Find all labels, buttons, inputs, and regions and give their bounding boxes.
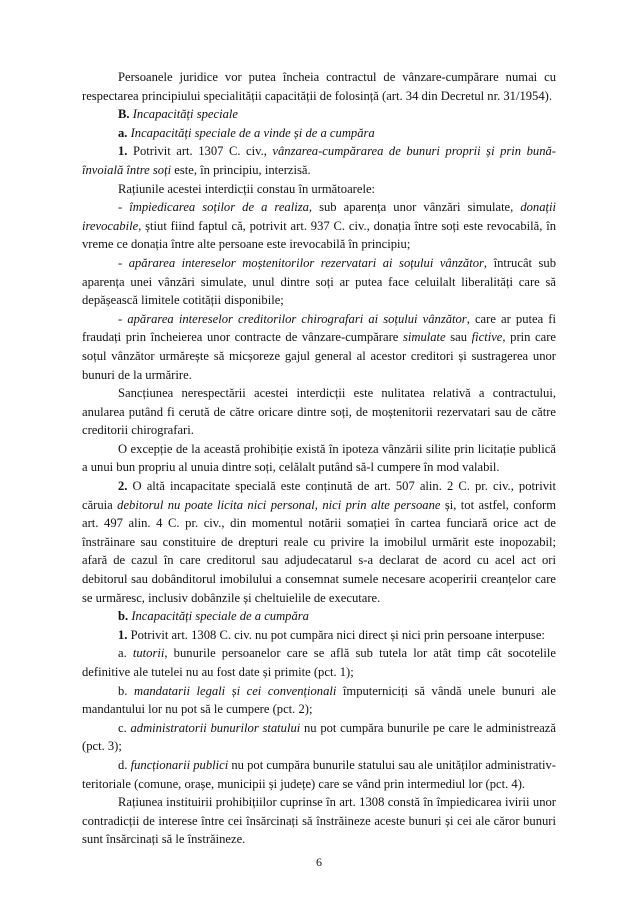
paragraph <box>82 254 556 310</box>
text-run: sau <box>445 330 472 345</box>
bold-text: b. <box>118 609 132 624</box>
text-run: prin care soțul vânzător urmărește să micșoreze gajul general al acestor creditori și sustragerea unor bunuri de la urmărire. <box>82 330 556 382</box>
document-page <box>82 68 556 849</box>
bold-text: B. <box>118 107 133 122</box>
text-run: este, în principiu, interzisă. <box>171 162 311 177</box>
paragraph <box>82 142 556 179</box>
paragraph <box>82 607 556 626</box>
paragraph <box>82 68 556 105</box>
text-run: Persoanele juridice vor putea încheia contractul de vânzare-cumpărare numai cu respectarea principiului specialității capacității de folosință (art. 34 din Decretul nr. 31/1954). <box>82 70 556 103</box>
paragraph <box>82 644 556 681</box>
paragraph <box>82 719 556 756</box>
italic-text: mandatarii legali și cei convenționali <box>133 683 337 698</box>
paragraph <box>82 477 556 607</box>
bold-text: a. <box>118 125 131 140</box>
bold-text: 2. <box>118 479 133 494</box>
bold-text: 1. <box>118 627 131 642</box>
italic-text: apărarea intereselor creditorilor chirografari ai soțului vânzător <box>127 311 467 326</box>
paragraph <box>82 793 556 849</box>
text-run: împuterniciți să vândă unele bunuri ale mandantului lor nu pot să le cumpere (pct. 2); <box>82 683 557 717</box>
text-run: d. <box>118 757 131 772</box>
text-run: Potrivit art. 1308 C. civ. nu pot cumpăra nici direct și nici prin persoane interpuse: <box>130 627 545 642</box>
paragraph <box>82 105 556 124</box>
italic-text: vânzarea-cumpărarea de bunuri proprii și prin bună-învoială între soți <box>82 144 556 177</box>
text-run: - <box>118 255 129 270</box>
italic-text: simulate <box>402 330 446 345</box>
text-run: , întrucât sub aparența unei vânzări simulate, unul dintre soți ar putea face celuilalt liberalități care să depășească limitele cotității disponibile; <box>82 255 557 308</box>
italic-text: împiedicarea soților de a realiza <box>129 200 309 215</box>
italic-text: donații irevocabile <box>82 200 557 233</box>
text-run: nu pot cumpăra bunurile statului sau ale unităților administrativ-teritoriale (comune, orașe, municipii și județe) care se vând prin intermediul lor (pct. 4). <box>82 757 556 791</box>
italic-text: Incapacități speciale de a cumpăra <box>131 609 309 624</box>
text-run: O excepție de la această prohibiție există în ipoteza vânzării silite prin licitație publică a unui bun propriu al unuia dintre soți, celălalt putând să-l cumpere în mod valabil. <box>82 441 556 475</box>
paragraph <box>82 756 556 793</box>
italic-text: Incapacități speciale <box>132 107 238 122</box>
text-run: Rațiunea instituirii prohibițiilor cuprinse în art. 1308 constă în împiedicarea ivirii unor contradicții de interese între cei însărcinați să înstrăineze aceste bunuri și cei ale căror bunuri sunt însărcinați să le înstrăineze. <box>82 795 556 847</box>
page-number: 6 <box>316 855 322 869</box>
text-run: O altă incapacitate specială este conținută de art. 507 alin. 2 C. pr. civ., potrivit căruia <box>82 479 557 512</box>
bold-text: 1. <box>118 144 133 159</box>
text-run: , știut fiind faptul că, potrivit art. 937 C. civ., donația între soți este revocabilă, în vreme ce donația între alte persoane este irevocabilă în principiu; <box>82 218 556 252</box>
text-run: b. <box>118 683 134 698</box>
paragraph <box>82 384 556 440</box>
text-run: , bunurile persoanelor care se află sub tutela lor atât timp cât socotelile definitive ale tutelei nu au fost date și primite (pct. 1); <box>82 646 556 679</box>
text-run: - <box>118 200 130 215</box>
italic-text: Incapacități speciale de a vinde și de a cumpăra <box>130 125 375 140</box>
italic-text: administratorii bunurilor statului <box>130 720 301 735</box>
text-run: Potrivit art. 1307 C. civ., <box>132 144 273 159</box>
paragraph <box>82 440 556 477</box>
text-run: nu pot cumpăra bunurile pe care le administrează (pct. 3); <box>82 720 556 754</box>
paragraph <box>82 180 556 199</box>
paragraph <box>82 682 556 719</box>
paragraph <box>82 626 556 645</box>
paragraph <box>82 124 556 143</box>
text-run: și, tot astfel, conform art. 497 alin. 4 C. pr. civ., din momentul notării somației în cartea funciară orice act de înstrăinare sau constituire de drepturi reale cu privire la imobilul urmărit este inopozabil; afară de cazul în care creditorul sau adjudecatarul s-a declarat de acord cu acel act ori debitorul sau dobânditorul imobilului a consemnat sumele necesare acoperirii creanțelor care se urmăresc, inclusiv dobânzile și cheltuielile de executare. <box>82 497 556 605</box>
text-run: Sancțiunea nerespectării acestei interdicții este nulitatea relativă a contractului, anularea putând fi cerută de către oricare dintre soți, de moștenitorii rezervatari sau de către creditorii chirografari. <box>82 386 556 438</box>
italic-text: debitorul nu poate licita nici personal, nici prin alte persoane <box>117 497 441 512</box>
paragraph <box>82 198 556 254</box>
text-run: , sub aparența unor vânzări simulate, <box>308 200 521 215</box>
text-run: a. <box>118 646 133 661</box>
italic-text: tutorii <box>132 646 165 661</box>
text-run: , care ar putea fi fraudați prin încheierea unor contracte de vânzare-cumpărare <box>82 311 556 345</box>
italic-text: fictive, <box>471 330 506 345</box>
text-run: Rațiunile acestei interdicții constau în următoarele: <box>118 181 376 196</box>
italic-text: funcționarii publici <box>130 757 229 772</box>
text-run: c. <box>118 720 131 735</box>
italic-text: apărarea intereselor moștenitorilor rezervatari ai soțului vânzător <box>128 255 484 270</box>
text-run: - <box>118 311 128 326</box>
paragraph <box>82 310 556 384</box>
